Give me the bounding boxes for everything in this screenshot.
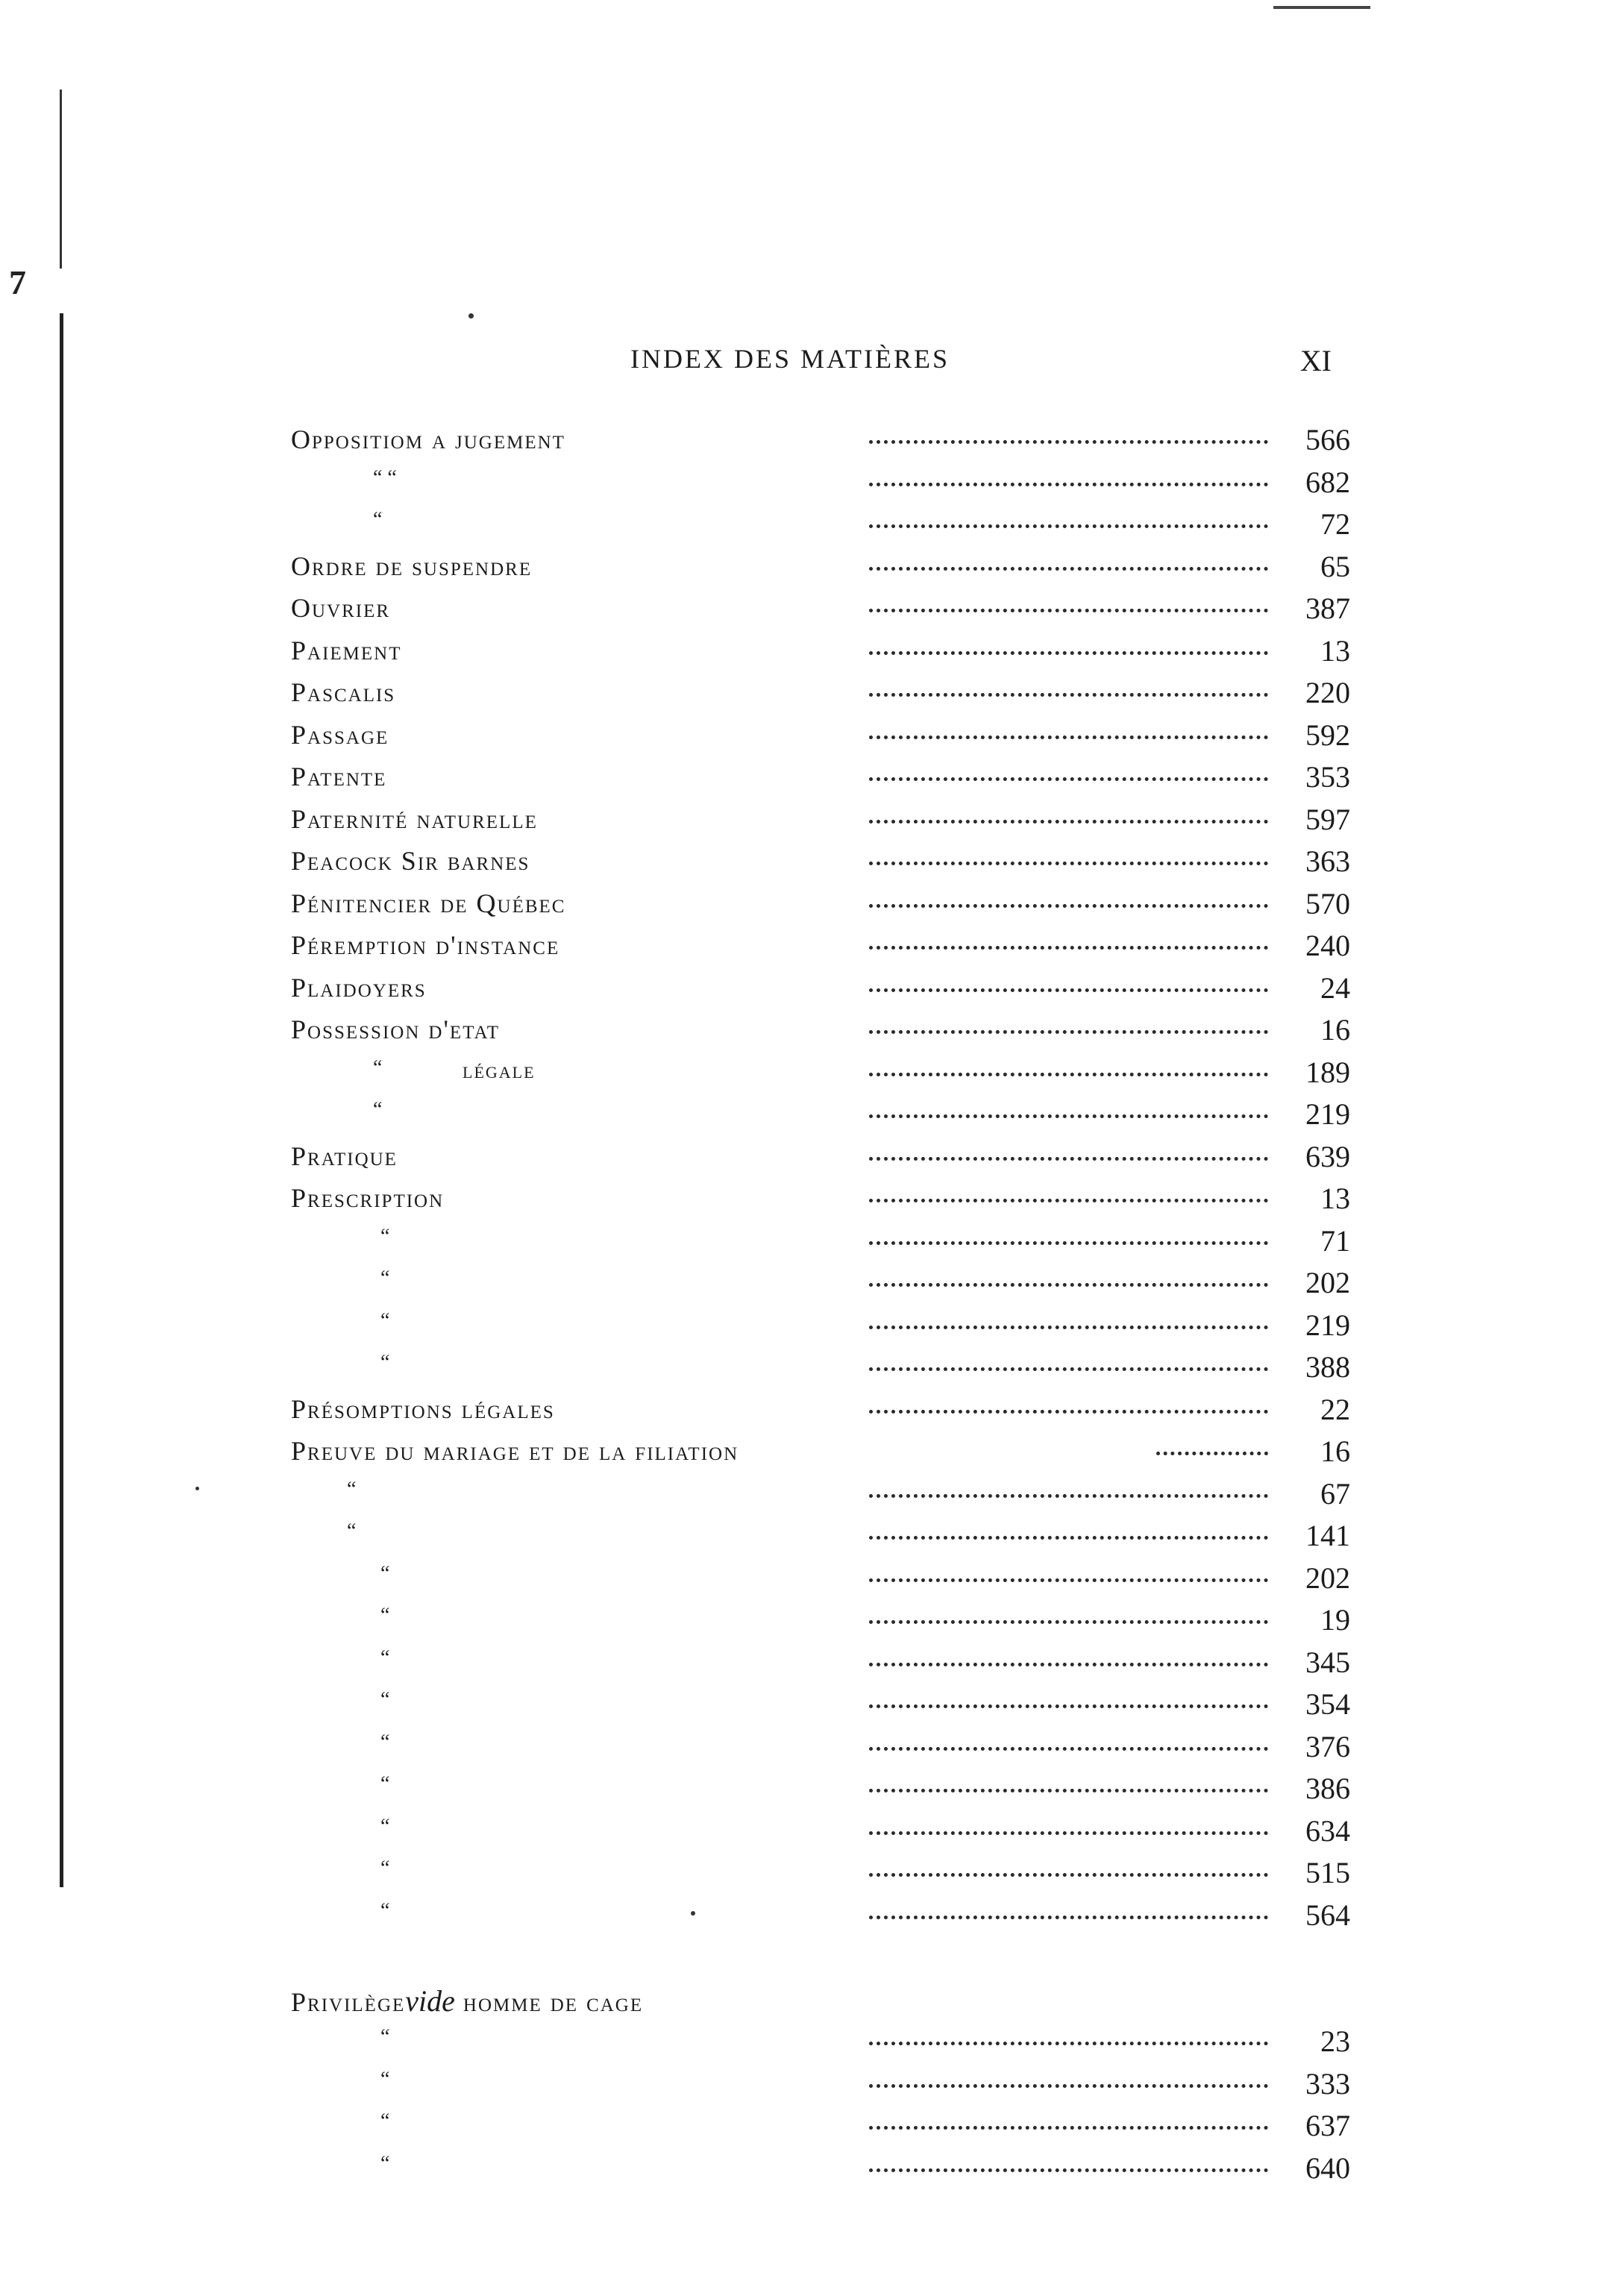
index-row	[291, 1472, 1350, 1514]
page-number: XI	[1299, 344, 1332, 377]
index-row	[291, 1429, 1350, 1472]
ditto-mark: “	[380, 2025, 390, 2048]
index-row	[291, 1387, 1350, 1430]
ditto-mark: “	[380, 1646, 390, 1669]
index-page-number: 65	[1320, 549, 1350, 583]
ditto-mark: “	[380, 1814, 390, 1838]
index-spacer	[291, 1935, 1350, 1977]
index-page-number: 16	[1320, 1013, 1350, 1047]
index-term: Pratique	[291, 1141, 398, 1171]
margin-binding-line	[60, 313, 63, 1887]
index-page-number: 363	[1305, 844, 1350, 878]
index-list	[291, 418, 1350, 2188]
index-row	[291, 586, 1350, 629]
index-page-number: 388	[1305, 1350, 1350, 1384]
page-title: INDEX DES MATIÈRES	[630, 344, 950, 374]
index-row	[291, 1303, 1350, 1346]
dot-leader	[869, 693, 1268, 697]
index-term: Présomptions légales	[291, 1393, 555, 1424]
index-row	[291, 671, 1350, 713]
index-row	[291, 1640, 1350, 1683]
index-page-number: 202	[1305, 1266, 1350, 1299]
index-row	[291, 502, 1350, 545]
page-header	[630, 343, 1406, 388]
index-term: Preuve du mariage et de la filiation	[291, 1436, 739, 1466]
margin-binding-line-top	[60, 90, 62, 269]
index-row	[291, 1050, 1350, 1093]
index-page-number: 597	[1305, 802, 1350, 836]
dot-leader	[869, 524, 1268, 528]
index-row	[291, 755, 1350, 797]
ditto-mark: “	[380, 2110, 390, 2133]
dot-leader	[869, 777, 1268, 781]
index-page-number: 219	[1305, 1097, 1350, 1131]
index-row	[291, 713, 1350, 756]
index-row	[291, 1893, 1350, 1936]
ditto-mark: “	[380, 2067, 390, 2091]
index-row	[291, 923, 1350, 966]
index-row	[291, 460, 1350, 503]
dot-leader	[869, 1030, 1268, 1034]
dot-leader	[869, 1494, 1268, 1498]
index-page-number: 386	[1305, 1772, 1350, 1805]
index-subterm: légale	[463, 1055, 536, 1083]
index-row	[291, 1135, 1350, 1177]
ditto-mark: “	[380, 1308, 390, 1332]
dot-leader	[869, 567, 1268, 571]
index-row	[291, 1219, 1350, 1261]
index-term: Prescription	[291, 1183, 445, 1213]
index-page-number: 67	[1320, 1476, 1350, 1511]
dot-leader	[869, 862, 1268, 865]
index-row	[291, 418, 1350, 460]
ditto-mark: “	[380, 1772, 390, 1795]
index-row	[291, 629, 1350, 671]
dot-leader	[869, 1831, 1268, 1835]
index-term: Oppositiom a jugement	[291, 424, 565, 454]
index-row	[291, 2019, 1350, 2062]
index-term: Possession d'etat	[291, 1014, 501, 1044]
privilege-vide: vide	[405, 1983, 455, 2018]
index-term: Ouvrier	[291, 593, 391, 623]
index-row	[291, 1851, 1350, 1893]
index-page-number: 202	[1305, 1560, 1350, 1595]
ditto-mark: “	[380, 1857, 390, 1880]
index-row	[291, 1556, 1350, 1599]
dot-leader	[869, 1873, 1268, 1877]
dot-leader	[869, 2168, 1268, 2172]
ditto-mark: “	[380, 1898, 390, 1922]
dot-leader	[869, 1326, 1268, 1329]
dot-leader	[869, 2126, 1268, 2130]
index-page-number: 354	[1305, 1687, 1350, 1721]
dot-leader	[869, 1578, 1268, 1582]
privilege-rest: homme de cage	[463, 1986, 644, 2017]
dot-leader	[869, 1283, 1268, 1287]
ditto-mark: “	[380, 1224, 390, 1248]
index-page-number: 189	[1305, 1055, 1350, 1089]
index-term	[291, 1983, 643, 2018]
index-row	[291, 1598, 1350, 1640]
ditto-mark: “	[380, 1688, 390, 1711]
index-page-number: 23	[1320, 2024, 1350, 2058]
ditto-mark: “	[347, 1477, 357, 1501]
index-term: Paternité naturelle	[291, 803, 538, 834]
index-page-number: 345	[1305, 1645, 1350, 1679]
ditto-mark: “	[373, 1055, 383, 1079]
ditto-mark: “	[380, 1604, 390, 1627]
index-page-number: 13	[1320, 1182, 1350, 1215]
stray-dot	[195, 1487, 199, 1490]
index-row	[291, 545, 1350, 587]
index-row	[291, 1092, 1350, 1135]
dot-leader	[869, 1410, 1268, 1414]
dot-leader	[869, 2042, 1268, 2045]
dot-leader	[869, 988, 1268, 992]
dot-leader	[869, 735, 1268, 739]
index-row	[291, 1176, 1350, 1219]
index-page-number: 353	[1305, 760, 1350, 794]
index-row	[291, 1725, 1350, 1767]
index-row	[291, 2062, 1350, 2104]
index-page-number: 564	[1305, 1898, 1350, 1932]
index-page-number: 333	[1305, 2066, 1350, 2101]
dot-leader	[869, 483, 1268, 486]
index-page-number: 220	[1305, 676, 1350, 709]
ditto-mark: “	[380, 1267, 390, 1290]
dot-leader	[869, 946, 1268, 950]
dot-leader	[869, 1199, 1268, 1202]
ditto-mark: “	[380, 1730, 390, 1754]
dot-leader	[869, 1704, 1268, 1708]
index-page-number: 592	[1305, 718, 1350, 752]
ditto-mark: “	[380, 1561, 390, 1585]
index-row	[291, 882, 1350, 924]
ditto-mark: “	[373, 1098, 383, 1121]
index-page-number: 219	[1305, 1308, 1350, 1342]
index-page-number: 637	[1305, 2109, 1350, 2142]
index-page-number: 376	[1305, 1729, 1350, 1763]
index-term: Pascalis	[291, 677, 396, 707]
ditto-mark: “	[380, 1351, 390, 1374]
dot-leader	[869, 1789, 1268, 1792]
dot-leader	[869, 1916, 1268, 1919]
index-row	[291, 797, 1350, 840]
dot-leader	[869, 1536, 1268, 1540]
margin-number: 7	[9, 263, 26, 301]
dot-leader	[869, 1241, 1268, 1245]
index-term: Peacock Sir barnes	[291, 846, 530, 876]
dot-leader	[869, 1620, 1268, 1624]
index-page-number: 240	[1305, 929, 1350, 962]
index-page-number: 640	[1305, 2151, 1350, 2185]
index-term: Passage	[291, 719, 389, 750]
index-page-number: 22	[1320, 1392, 1350, 1426]
stray-dot	[468, 313, 474, 319]
index-term: Paiement	[291, 635, 402, 665]
dot-leader	[869, 1157, 1268, 1161]
dot-leader	[869, 820, 1268, 824]
dot-leader	[869, 2084, 1268, 2088]
index-page-number: 71	[1320, 1223, 1350, 1258]
index-term: Patente	[291, 762, 387, 791]
index-page-number: 141	[1305, 1519, 1350, 1552]
index-row	[291, 1766, 1350, 1809]
index-term: Pénitencier de Québec	[291, 888, 566, 918]
index-row-privilege	[291, 1977, 1350, 2020]
index-page-number: 16	[1320, 1434, 1350, 1468]
index-row	[291, 2146, 1350, 2189]
index-row	[291, 2104, 1350, 2146]
dot-leader	[869, 904, 1268, 908]
index-row	[291, 1008, 1350, 1050]
index-page-number: 570	[1305, 886, 1350, 920]
index-row	[291, 1682, 1350, 1725]
ditto-mark: “	[347, 1519, 357, 1543]
index-page-number: 72	[1320, 507, 1350, 541]
dot-leader	[869, 609, 1268, 612]
index-page-number: 639	[1305, 1139, 1350, 1173]
index-row	[291, 966, 1350, 1009]
dot-leader	[869, 1367, 1268, 1371]
index-row	[291, 1513, 1350, 1556]
index-term: Plaidoyers	[291, 972, 427, 1003]
dot-leader	[869, 440, 1268, 444]
index-page-number: 13	[1320, 633, 1350, 668]
dot-leader	[869, 1114, 1268, 1118]
index-page-number: 634	[1305, 1813, 1350, 1848]
privilege-term: Privilège	[291, 1986, 406, 2017]
ditto-mark: “ “	[373, 465, 397, 489]
dot-leader	[1156, 1452, 1268, 1455]
index-term: Péremption d'instance	[291, 930, 560, 960]
dot-leader	[869, 1073, 1268, 1076]
index-page-number: 682	[1305, 465, 1350, 499]
ditto-mark: “	[373, 508, 383, 531]
index-row	[291, 839, 1350, 882]
index-row	[291, 1261, 1350, 1303]
index-row	[291, 1809, 1350, 1851]
index-term: Ordre de suspendre	[291, 550, 533, 581]
index-page-number: 19	[1320, 1603, 1350, 1637]
dot-leader	[869, 651, 1268, 655]
index-page-number: 566	[1305, 423, 1350, 457]
corner-scan-mark	[1273, 6, 1370, 9]
index-row	[291, 1345, 1350, 1387]
index-page-number: 515	[1305, 1856, 1350, 1889]
index-page-number: 387	[1305, 592, 1350, 625]
ditto-mark: “	[380, 2151, 390, 2175]
index-page-number: 24	[1320, 970, 1350, 1005]
dot-leader	[869, 1663, 1268, 1666]
dot-leader	[869, 1747, 1268, 1751]
